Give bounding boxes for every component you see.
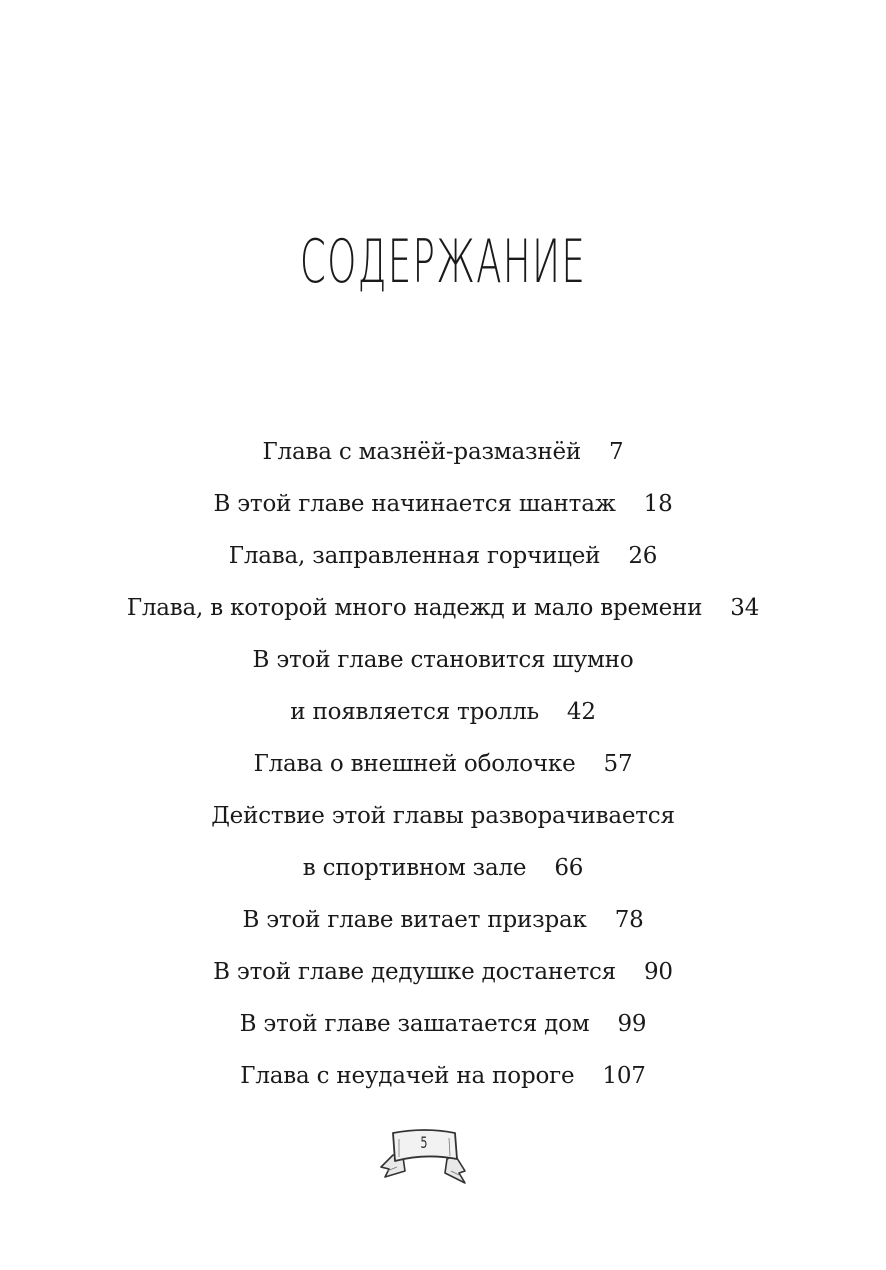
toc-entry-page: 26 <box>628 543 658 569</box>
toc-entry-title: В этой главе дедушке достанется <box>213 959 616 985</box>
toc-entry-title: Глава, заправленная горчицей <box>228 543 601 569</box>
toc-entry-page: 107 <box>602 1063 646 1089</box>
toc-entry-page: 18 <box>643 491 673 517</box>
toc-entry-title: Действие этой главы разворачивается <box>211 803 675 829</box>
toc-entry-title: в спортивном зале <box>302 855 527 881</box>
toc-entry-title: В этой главе зашатается дом <box>239 1011 590 1037</box>
toc-entry-title: Глава с мазнёй-размазнёй <box>262 439 582 465</box>
toc-entry-9[interactable] <box>0 946 886 998</box>
toc-entry-5-line-2[interactable] <box>0 686 886 738</box>
toc-entry-7-line-2[interactable] <box>0 842 886 894</box>
table-of-contents <box>0 426 886 1102</box>
toc-entry-page: 90 <box>644 959 673 985</box>
toc-entry-title: и появляется тролль <box>290 699 539 725</box>
toc-entry-title: Глава о внешней оболочке <box>253 751 576 777</box>
toc-entry-5-line-1[interactable] <box>0 634 886 686</box>
toc-entry-4[interactable] <box>0 582 886 634</box>
toc-entry-page: 7 <box>609 439 624 465</box>
toc-entry-title: В этой главе начинается шантаж <box>213 491 616 517</box>
page-number: 5 <box>420 1133 428 1152</box>
toc-entry-2[interactable] <box>0 478 886 530</box>
page-number-folio <box>379 1127 469 1199</box>
toc-entry-7-line-1[interactable] <box>0 790 886 842</box>
toc-entry-10[interactable] <box>0 998 886 1050</box>
toc-entry-page: 99 <box>617 1011 647 1037</box>
toc-entry-title: В этой главе витает призрак <box>242 907 587 933</box>
toc-entry-1[interactable] <box>0 426 886 478</box>
toc-entry-page: 57 <box>603 751 633 777</box>
toc-entry-title: Глава, в которой много надежд и мало времени <box>126 595 703 621</box>
toc-entry-page: 66 <box>554 855 584 881</box>
toc-entry-8[interactable] <box>0 894 886 946</box>
toc-entry-page: 42 <box>566 699 596 725</box>
toc-entry-3[interactable] <box>0 530 886 582</box>
toc-entry-page: 34 <box>730 595 760 621</box>
toc-entry-page: 78 <box>614 907 644 933</box>
toc-entry-11[interactable] <box>0 1050 886 1102</box>
toc-entry-6[interactable] <box>0 738 886 790</box>
toc-entry-title: В этой главе становится шумно <box>252 647 634 673</box>
page-title: СОДЕРЖАНИЕ <box>299 227 587 297</box>
toc-entry-title: Глава с неудачей на пороге <box>240 1063 575 1089</box>
